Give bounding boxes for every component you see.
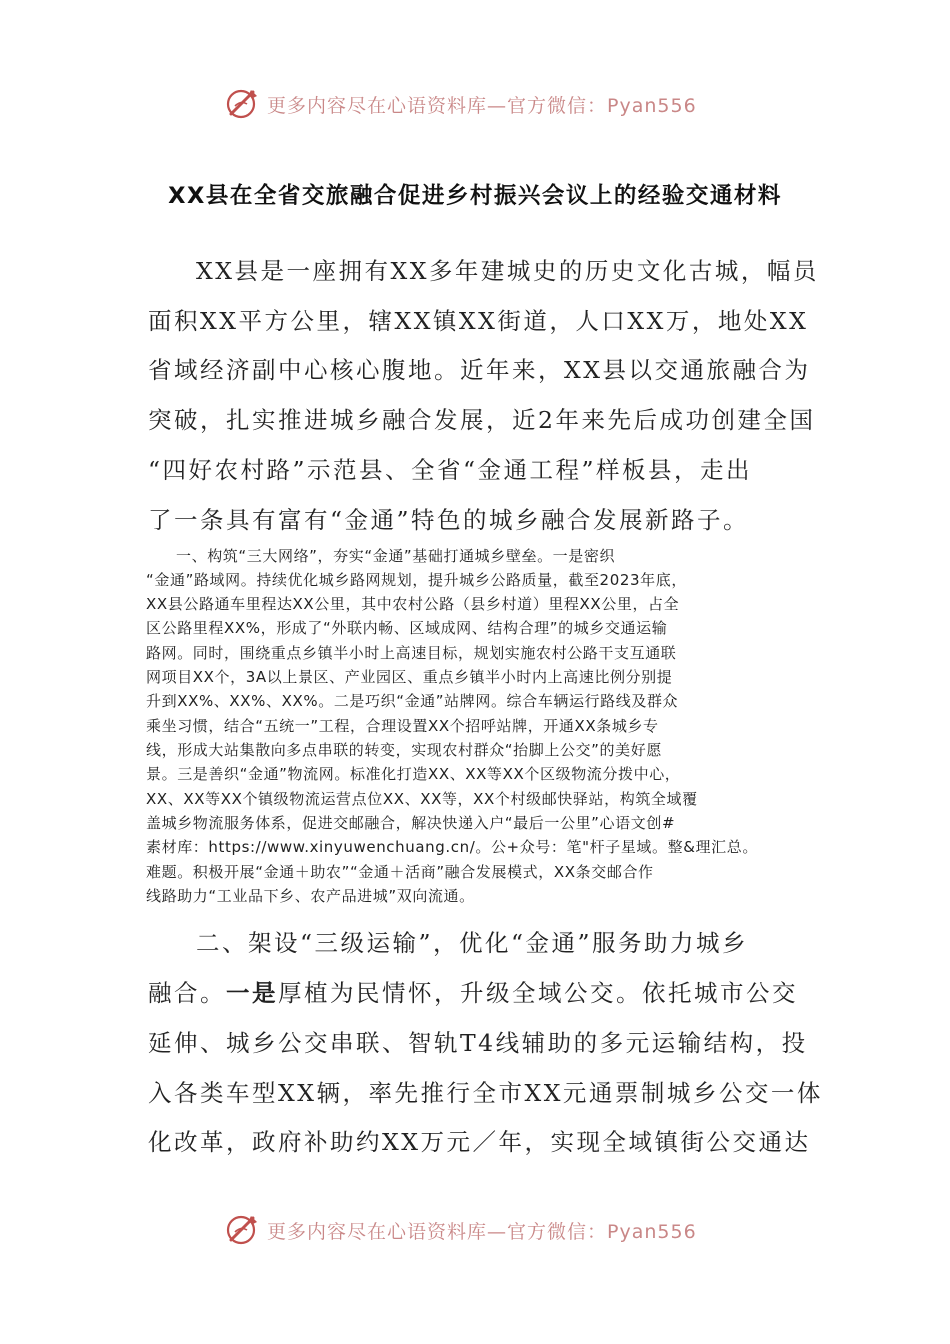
watermark-wechat-label: 官方微信： — [507, 1220, 608, 1243]
section1-line: 一、构筑“三大网络”，夯实“金通”基础打通城乡壁垒。一是密织 — [176, 547, 616, 565]
section1-line: 线路助力“工业品下乡、农产品进城”双向流通。 — [146, 887, 475, 905]
intro-line: 省域经济副中心核心腹地。近年来，XX县以交通旅融合为 — [148, 356, 811, 384]
section2-emphasis: 一是 — [226, 979, 278, 1007]
watermark-separator: — — [487, 94, 508, 117]
section1-line: 路网。同时，围绕重点乡镇半小时上高速目标，规划实施农村公路干支互通联 — [146, 644, 677, 662]
watermark-brand: 更多内容尽在心语资料库 — [267, 94, 488, 117]
watermark-wechat-id: Pyan556 — [607, 94, 697, 117]
section2-line: 延伸、城乡公交串联、智轨T4线辅助的多元运输结构，投 — [148, 1029, 808, 1057]
watermark-text — [267, 1217, 697, 1244]
intro-line: 突破，扎实推进城乡融合发展，近2年来先后成功创建全国 — [148, 406, 816, 434]
section2-line-prefix: 融合。 — [148, 979, 226, 1007]
section1-line: 盖城乡物流服务体系，促进交邮融合，解决快递入户“最后一公里”心语文创# — [146, 814, 676, 832]
section1-line: XX县公路通车里程达XX公里，其中农村公路（县乡村道）里程XX公里，占全 — [146, 595, 680, 613]
intro-line: 了一条具有富有“金通”特色的城乡融合发展新路子。 — [148, 506, 750, 534]
watermark-separator: — — [487, 1220, 508, 1243]
section2-line-rest: 厚植为民情怀，升级全域公交。依托城市公交 — [278, 979, 798, 1007]
intro-line: 面积XX平方公里，辖XX镇XX街道，人口XX万，地处XX — [148, 307, 809, 335]
watermark-wechat-label: 官方微信： — [507, 94, 608, 117]
section1-line: 难题。积极开展“金通＋助农”“金通＋活商”融合发展模式，XX条交邮合作 — [146, 863, 654, 881]
section1-line: 区公路里程XX%，形成了“外联内畅、区域成网、结构合理”的城乡交通运输 — [146, 619, 668, 637]
section1-line: “金通”路域网。持续优化城乡路网规划，提升城乡公路质量，截至2023年底， — [146, 571, 687, 589]
section2-heading-line: 二、架设“三级运输”，优化“金通”服务助力城乡 — [196, 929, 749, 957]
section1-line: 升到XX%、XX%、XX%。二是巧织“金通”站牌网。综合车辆运行路线及群众 — [146, 692, 679, 710]
watermark-wechat-id: Pyan556 — [607, 1220, 697, 1243]
watermark-brand: 更多内容尽在心语资料库 — [267, 1220, 488, 1243]
pen-logo-icon — [225, 1212, 261, 1248]
pen-logo-icon — [225, 86, 261, 122]
section1-line: XX、XX等XX个镇级物流运营点位XX、XX等，XX个村级邮快驿站，构筑全域覆 — [146, 790, 698, 808]
section2-line: 化改革，政府补助约XX万元／年，实现全域镇街公交通达 — [148, 1128, 811, 1156]
header-watermark — [225, 84, 745, 124]
section2-line — [148, 978, 798, 1008]
intro-line: “四好农村路”示范县、全省“金通工程”样板县，走出 — [148, 456, 753, 484]
section1-line: 素材库：https://www.xinyuwenchuang.cn/。公+众号：笔"杆子星域。整&理汇总。 — [146, 838, 758, 856]
intro-line: XX县是一座拥有XX多年建城史的历史文化古城，幅员 — [196, 257, 819, 285]
section2-line: 入各类车型XX辆，率先推行全市XX元通票制城乡公交一体 — [148, 1079, 823, 1107]
section1-line: 景。三是善织“金通”物流网。标准化打造XX、XX等XX个区级物流分拨中心， — [146, 765, 681, 783]
section1-line: 乘坐习惯，结合“五统一”工程，合理设置XX个招呼站牌，开通XX条城乡专 — [146, 717, 659, 735]
watermark-text — [267, 91, 697, 118]
document-title: XX县在全省交旅融合促进乡村振兴会议上的经验交通材料 — [168, 183, 782, 209]
footer-watermark — [225, 1210, 745, 1250]
section1-line: 网项目XX个，3A以上景区、产业园区、重点乡镇半小时内上高速比例分别提 — [146, 668, 673, 686]
section1-line: 线，形成大站集散向多点串联的转变，实现农村群众“抬脚上公交”的美好愿 — [146, 741, 662, 759]
